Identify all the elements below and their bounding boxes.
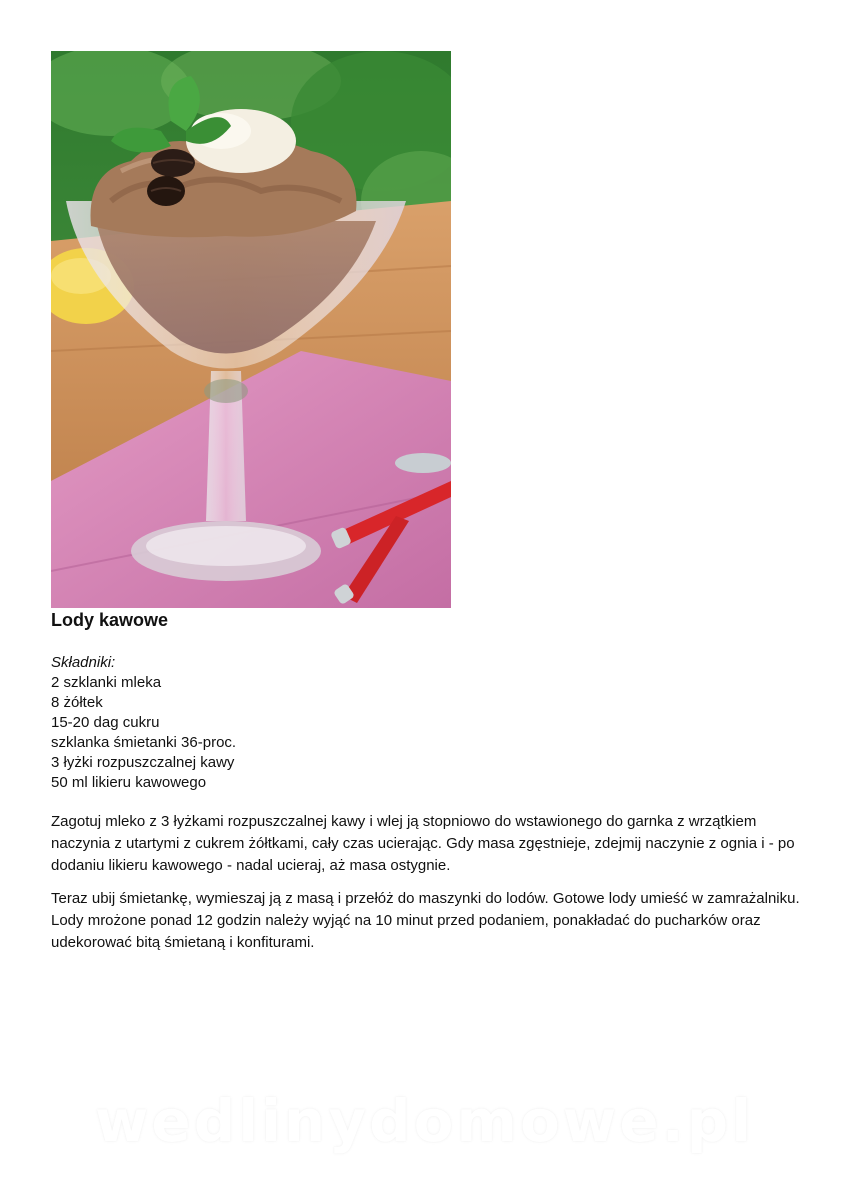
ingredients-section bbox=[51, 653, 751, 793]
ingredients-list bbox=[51, 673, 751, 793]
recipe-title: Lody kawowe bbox=[51, 610, 169, 630]
dessert-photo bbox=[51, 51, 451, 608]
ingredient-item: 15-20 dag cukru bbox=[51, 714, 160, 731]
instructions-paragraph-1: Zagotuj mleko z 3 łyżkami rozpuszczalnej kawy i wlej ją stopniowo do wstawionego do garnka z wrzątkiem naczynia z utartymi z cukrem żółtkami, cały czas ucierając. Gdy masa zgęstnieje, zdejmij naczynie z ognia i - po dodaniu likieru kawowego - nadal ucieraj, aż masa ostygnie. bbox=[51, 813, 795, 874]
ingredients-label: Składniki: bbox=[51, 654, 116, 671]
ingredient-item: 2 szklanki mleka bbox=[51, 674, 162, 691]
ingredient-item: 8 żółtek bbox=[51, 694, 103, 711]
ingredient-item: szklanka śmietanki 36-proc. bbox=[51, 734, 237, 751]
instructions-paragraph-2: Teraz ubij śmietankę, wymieszaj ją z masą i przełóż do maszynki do lodów. Gotowe lody umieść w zamrażalniku. Lody mrożone ponad 12 godzin należy wyjąć na 10 minut przed podaniem, ponakładać do pucharków oraz udekorować bitą śmietaną i konfiturami. bbox=[51, 890, 800, 951]
ingredient-item: 50 ml likieru kawowego bbox=[51, 774, 207, 791]
site-watermark: wedlinydomowe.pl bbox=[94, 1087, 755, 1155]
ingredient-item: 3 łyżki rozpuszczalnej kawy bbox=[51, 754, 235, 771]
